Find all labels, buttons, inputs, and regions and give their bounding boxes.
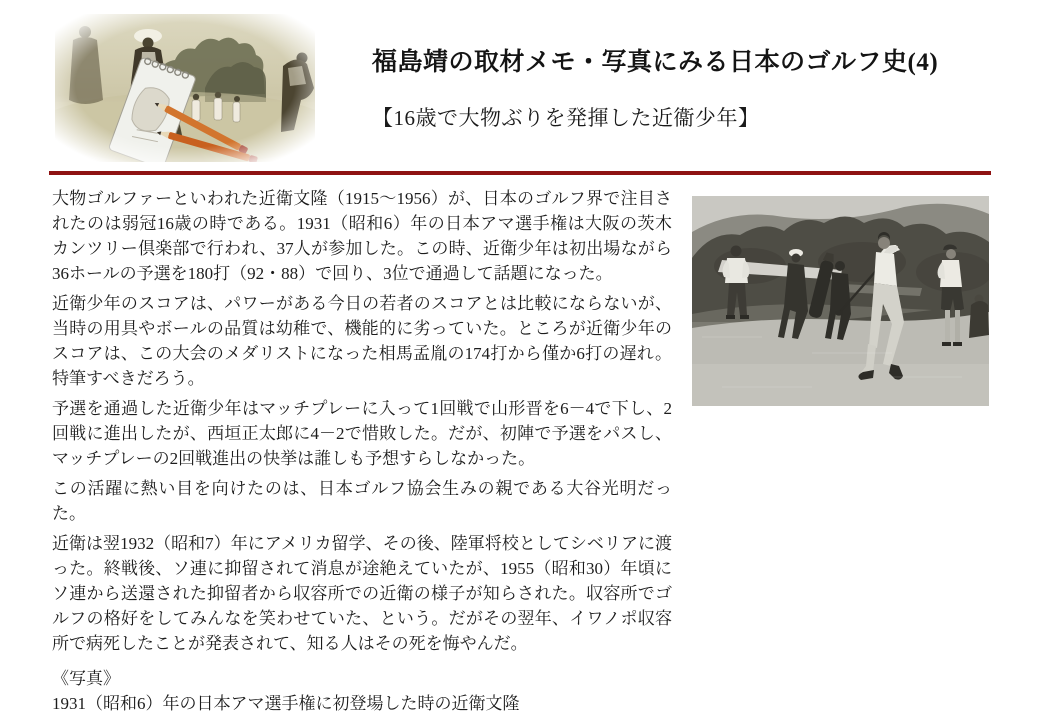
article-paragraph: 予選を通過した近衛少年はマッチプレーに入って1回戦で山形晋を6－4で下し、2回戦に進出したが、西垣正太郎に4－2で惜敗した。だが、初陣で予選をパスし、マッチプレーの2回戦進出の快挙は誰しも予想すらしなかった。 <box>52 399 672 468</box>
konoe-swing-photo <box>692 196 989 406</box>
photo-caption-heading: 《写真》 <box>52 669 120 688</box>
article-photo <box>692 196 989 406</box>
page-title: 福島靖の取材メモ・写真にみる日本のゴルフ史(4) <box>372 49 939 76</box>
vintage-golf-scene-icon <box>55 14 315 162</box>
page-subtitle: 【16歳で大物ぶりを発揮した近衞少年】 <box>372 106 760 130</box>
header-divider-rule <box>49 171 991 175</box>
article-paragraph: この活躍に熱い目を向けたのは、日本ゴルフ協会生みの親である大谷光明だった。 <box>52 479 672 523</box>
article-paragraph: 近衛は翌1932（昭和7）年にアメリカ留学、その後、陸軍将校としてシベリアに渡った。終戦後、ソ連に抑留されて消息が途絶えていたが、1955（昭和30）年頃にソ連から送還された抑留者から収容所での近衛の様子が知らされた。収容所でゴルフの格好をしてみんなを笑わせていた、という。だがその翌年、イワノポ収容所で病死したことが発表されて、知る人はその死を悔やんだ。 <box>52 534 672 653</box>
article-body <box>52 186 672 716</box>
photo-caption-block <box>52 666 672 716</box>
header-photo-illustration <box>55 14 315 162</box>
article-paragraph: 近衛少年のスコアは、パワーがある今日の若者のスコアとは比較にならないが、当時の用具やボールの品質は幼稚で、機能的に劣っていた。ところが近衛少年のスコアは、この大会のメダリストになった相馬孟胤の174打から僅か6打の遅れ。特筆すべきだろう。 <box>52 294 672 388</box>
photo-caption-text: 1931（昭和6）年の日本アマ選手権に初登場した時の近衛文隆 <box>52 694 520 713</box>
article-paragraph: 大物ゴルファーといわれた近衛文隆（1915～1956）が、日本のゴルフ界で注目されたのは弱冠16歳の時である。1931（昭和6）年の日本アマ選手権は大阪の茨木カンツリー倶楽部で行われ、37人が参加した。この時、近衛少年は初出場ながら36ホールの予選を180打（92・88）で回り、3位で通過して話題になった。 <box>52 189 672 283</box>
